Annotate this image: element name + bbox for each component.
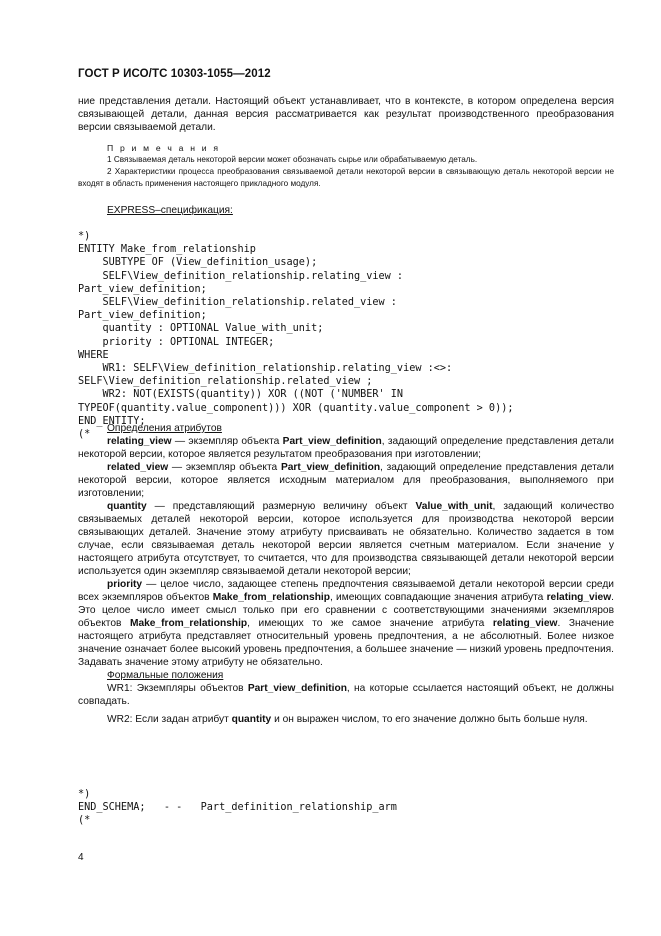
attr-text: — экземпляр объекта: [168, 462, 281, 473]
attributes-label: Определения атрибутов: [107, 423, 222, 434]
wr-text: и он выражен числом, то его значение должно быть больше нуля.: [271, 714, 588, 725]
attr-text: . Это целое число имеет смысл только при его сравнении с соответствующими значениями экземпляров объектов: [78, 592, 614, 629]
attr-obj: relating_view: [492, 618, 558, 629]
attr-obj: Make_from_relationship: [212, 592, 330, 603]
wr-text: , на которые ссылается настоящий объект, не должны совпадать.: [78, 683, 614, 707]
attr-text: , задающий количество связываемых деталей некоторой версии, которое используется для производства некоторой версии связывающих деталей. Значение этому атрибуту присваивать не обязательно. Количество задается в том случае, если связываемая деталь некоторой версии является счетным материалом. Если значение у настоящего атрибута отсутствует, то считается, что для производства связывающей детали некоторой версии используется один экземпляр связываемой детали некоторой версии;: [78, 501, 615, 577]
attr-related-view: [78, 461, 614, 500]
wr-text: WR2: Если задан атрибут: [107, 714, 232, 725]
attr-priority: [78, 578, 614, 669]
wr-text: WR1: Экземпляры объектов: [107, 683, 248, 694]
attr-name: related_view: [107, 462, 169, 473]
express-code: [78, 230, 614, 441]
express-label-block: [78, 204, 614, 217]
attr-obj: Value_with_unit: [415, 501, 493, 512]
notes-block: [78, 142, 614, 190]
intro-paragraph: [78, 95, 614, 134]
attr-text: — экземпляр объекта: [171, 436, 283, 447]
end-schema: [78, 788, 614, 828]
note-1: 1 Связываемая деталь некоторой версии может обозначать сырье или обрабатываемую деталь.: [107, 155, 478, 164]
attr-quantity: [78, 500, 614, 578]
attributes-section: [78, 422, 614, 726]
code-listing: *) ENTITY Make_from_relationship SUBTYPE OF (View_definition_usage); SELF\View_definition_relationship.relating_view : Part_view_definition; SELF\View_definition_relationship.related_view : Part_view_definition; quantity : OPTIONAL Value_with_unit; priority : OPTIONAL INTEGER; WHERE WR1: SELF\View_definition_relationship.relating_view :<>: SELF\View_definition_relationship.related_view ; WR2: NOT(EXISTS(quantity)) XOR ((NOT ('NUMBER' IN TYPEOF(quantity.value_component))) XOR (quantity.value_component > 0)); END_ENTITY; (*: [78, 231, 514, 441]
wr2-text: [78, 713, 614, 726]
end-listing: *) END_SCHEMA; - - Part_definition_relationship_arm (*: [78, 789, 397, 827]
attr-obj: relating_view: [546, 592, 612, 603]
attr-obj: Part_view_definition: [280, 462, 381, 473]
attr-name: quantity: [107, 501, 147, 512]
document-header: ГОСТ Р ИСО/ТС 10303-1055—2012: [78, 68, 271, 80]
wr1-text: [78, 682, 614, 708]
attr-text: — целое число, задающее степень предпочтения связываемой детали некоторой версии среди всех экземпляров объектов: [78, 579, 614, 603]
note-2: 2 Характеристики процесса преобразования связываемой детали некоторой версии в связывающую деталь некоторой версии не входят в область применения настоящего прикладного модуля.: [78, 167, 614, 188]
attr-text: . Значение настоящего атрибута представляет относительный уровень предпочтения, а не абсолютный. Более низкое значение означает более высокий уровень предпочтения, а большее значение — низкий уровень предпочтения. Задавать значение этому атрибуту не обязательно.: [78, 618, 614, 668]
attr-text: , задающий определение представления детали некоторой версии, которое является исходным материалом для преобразования, выполняемого при изготовлении;: [78, 462, 614, 499]
attr-obj: Part_view_definition: [282, 436, 382, 447]
intro-text: ние представления детали. Настоящий объект устанавливает, что в контексте, в котором определена версия связывающей детали, данная версия рассматривается как результат производственного преобразования версии связываемой детали.: [78, 96, 614, 133]
notes-title: П р и м е ч а н и я: [107, 143, 221, 153]
attr-text: — представляющий размерную величину объект: [146, 501, 416, 512]
wr-obj: Part_view_definition: [247, 683, 347, 694]
attr-text: , имеющих совпадающие значения атрибута: [329, 592, 547, 603]
attr-relating-view: [78, 435, 614, 461]
wr-obj: quantity: [231, 714, 272, 725]
formal-label: Формальные положения: [107, 670, 224, 681]
express-label: EXPRESS–спецификация:: [107, 205, 233, 216]
attr-name: relating_view: [107, 436, 172, 447]
page-number: 4: [78, 852, 84, 863]
attr-text: , имеющих то же самое значение атрибута: [247, 618, 493, 629]
attr-name: priority: [107, 579, 143, 590]
attr-text: , задающий определение представления детали некоторой версии, которое является результатом преобразования при изготовлении;: [78, 436, 614, 460]
attr-obj: Make_from_relationship: [129, 618, 248, 629]
